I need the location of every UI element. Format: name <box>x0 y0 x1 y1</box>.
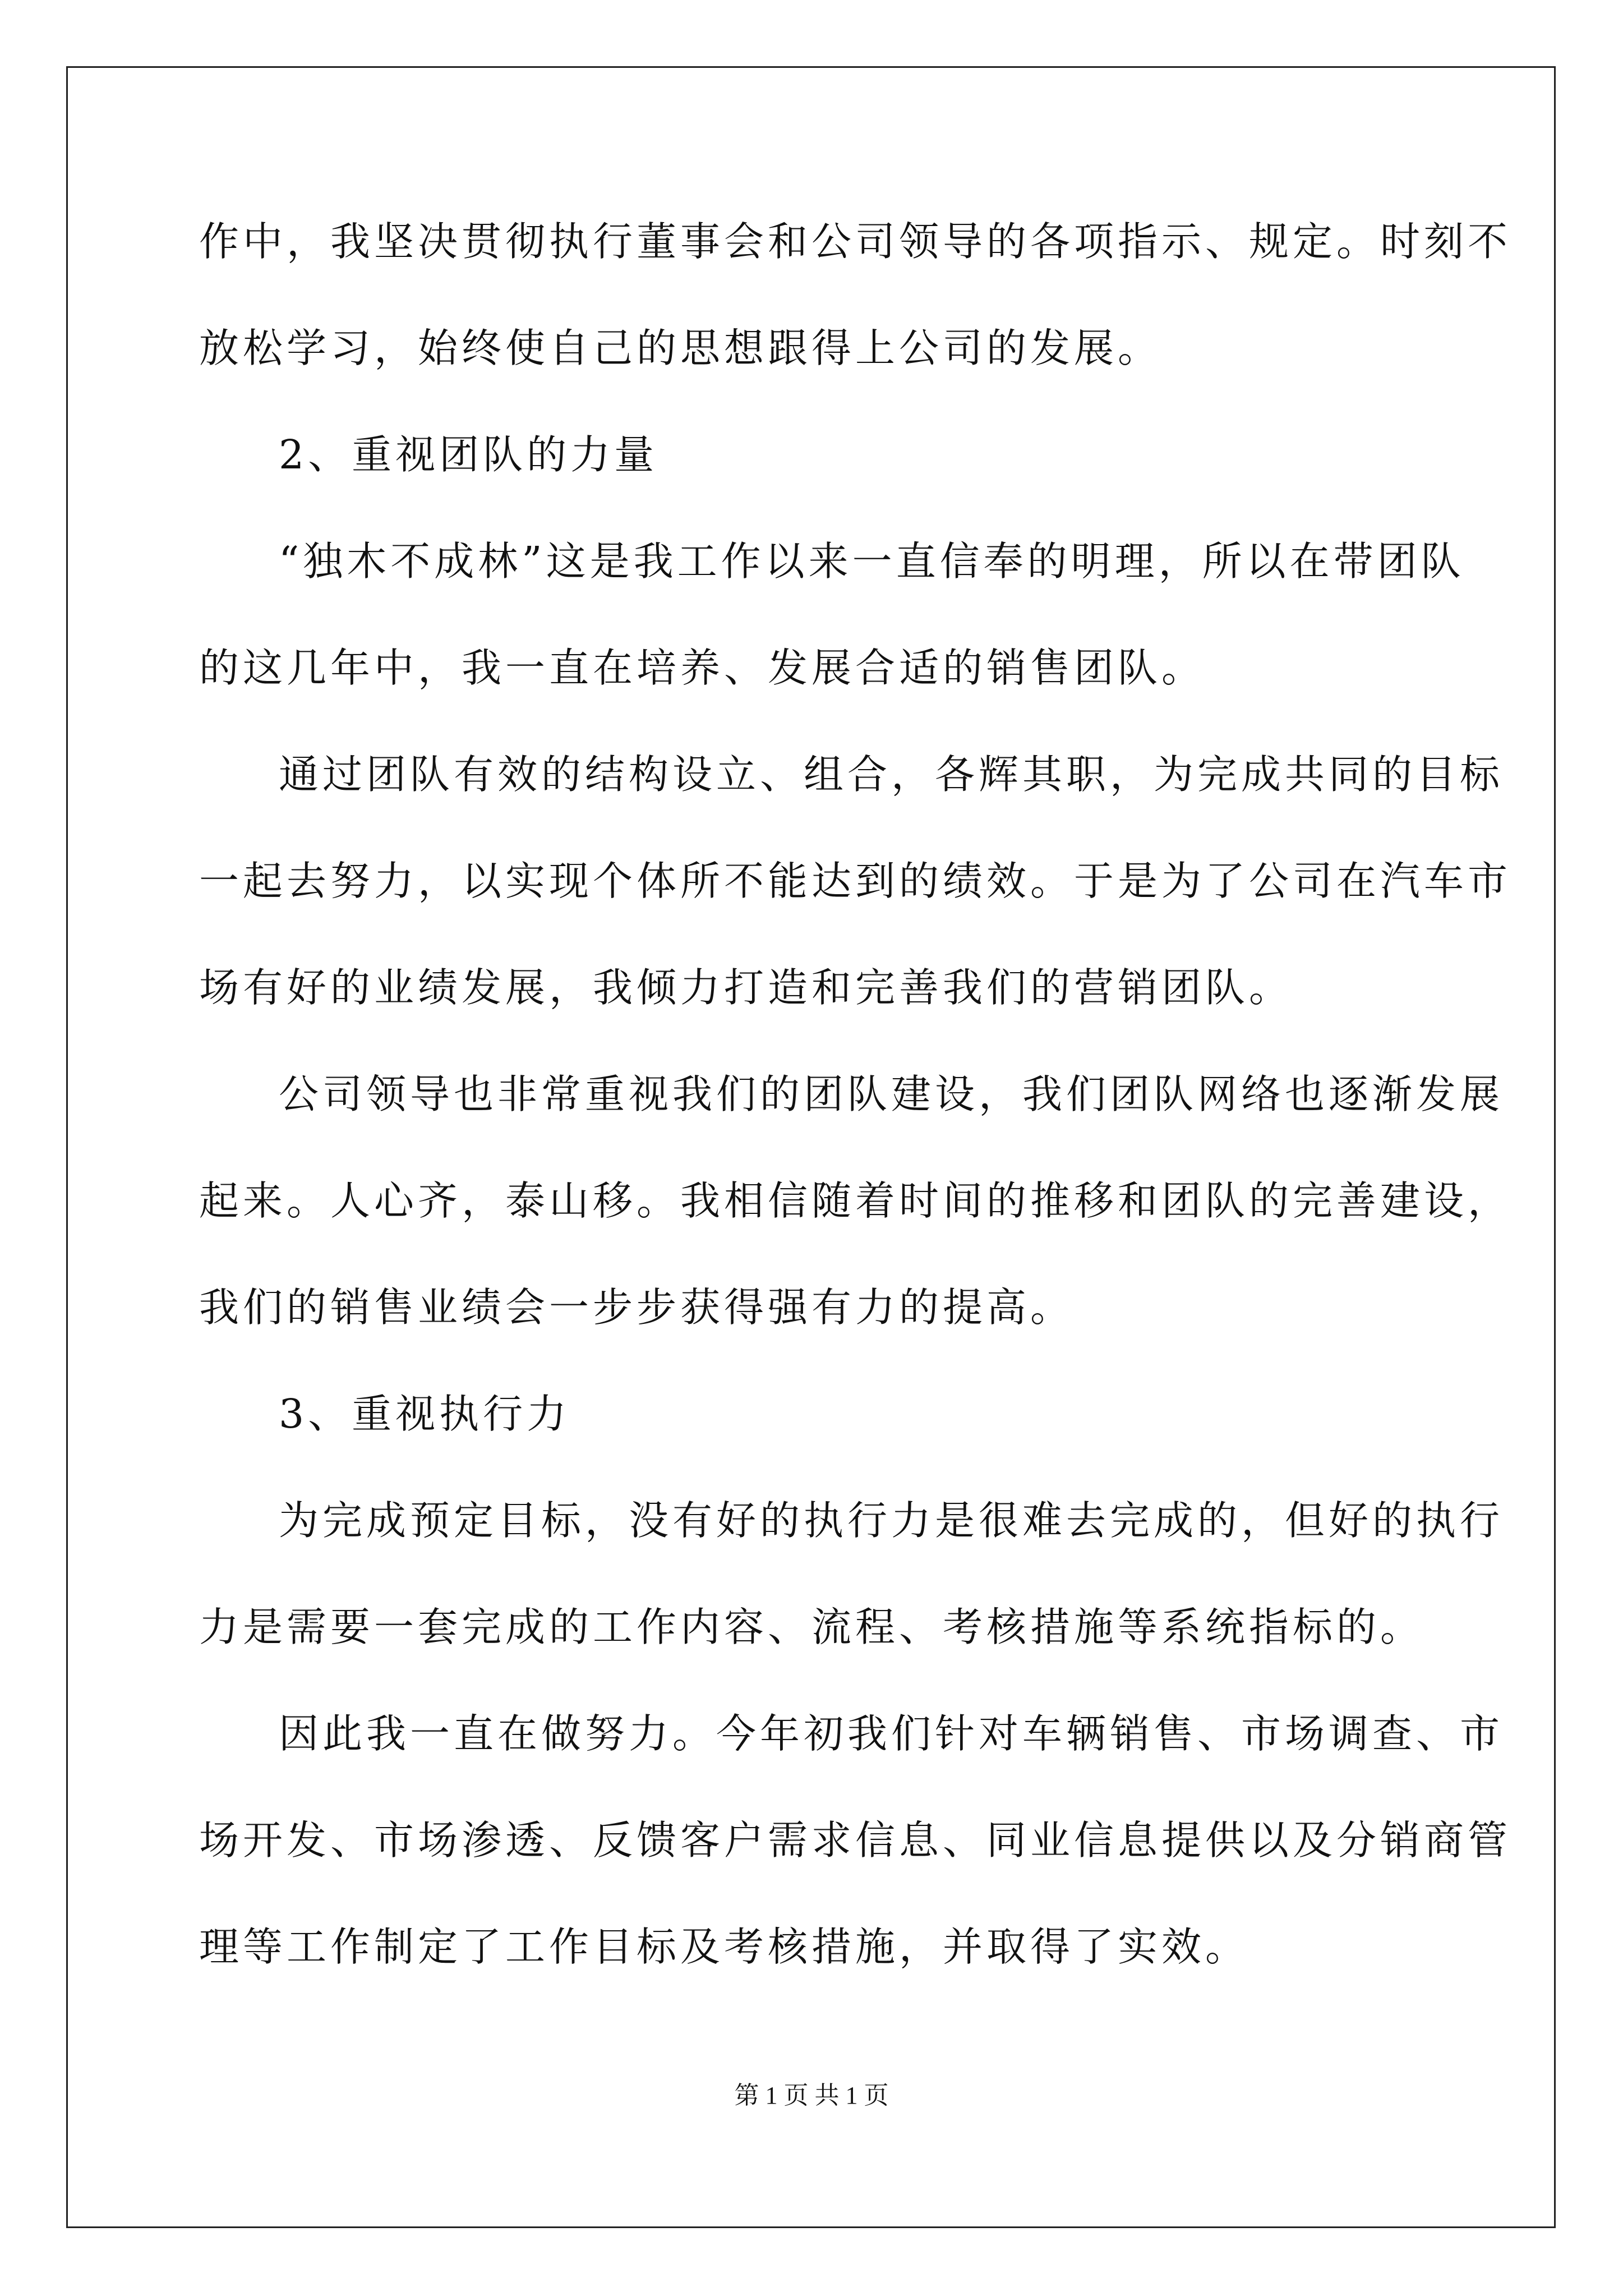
paragraph-line: “独木不成林”这是我工作以来一直信奉的明理，所以在带团队 <box>279 538 1465 585</box>
text-line: 起来。人心齐，泰山移。我相信随着时间的推移和团队的完善建设， <box>199 1177 1512 1224</box>
paragraph-line: 为完成预定目标，没有好的执行力是很难去完成的，但好的执行 <box>279 1497 1504 1544</box>
page-border <box>66 66 1556 2228</box>
text-line: 力是需要一套完成的工作内容、流程、考核措施等系统指标的。 <box>199 1604 1424 1650</box>
text-line: 放松学习，始终使自己的思想跟得上公司的发展。 <box>199 325 1162 371</box>
text-line: 一起去努力，以实现个体所不能达到的绩效。于是为了公司在汽车市 <box>199 858 1512 904</box>
text-line: 的这几年中，我一直在培养、发展合适的销售团队。 <box>199 645 1206 691</box>
section-heading-3: 3、重视执行力 <box>279 1391 571 1437</box>
section-heading-2: 2、重视团队的力量 <box>279 431 658 478</box>
page-number-footer: 第 1 页 共 1 页 <box>734 2082 889 2109</box>
paragraph-line: 公司领导也非常重视我们的团队建设，我们团队网络也逐渐发展 <box>279 1071 1504 1117</box>
text-line: 场开发、市场渗透、反馈客户需求信息、同业信息提供以及分销商管 <box>199 1817 1512 1864</box>
text-line: 理等工作制定了工作目标及考核措施，并取得了实效。 <box>199 1924 1249 1970</box>
text-line: 作中，我坚决贯彻执行董事会和公司领导的各项指示、规定。时刻不 <box>199 218 1512 265</box>
paragraph-line: 因此我一直在做努力。今年初我们针对车辆销售、市场调查、市 <box>279 1710 1504 1757</box>
text-line: 场有好的业绩发展，我倾力打造和完善我们的营销团队。 <box>199 964 1293 1011</box>
paragraph-line: 通过团队有效的结构设立、组合，各辉其职，为完成共同的目标 <box>279 751 1504 798</box>
text-line: 我们的销售业绩会一步步获得强有力的提高。 <box>199 1284 1075 1331</box>
